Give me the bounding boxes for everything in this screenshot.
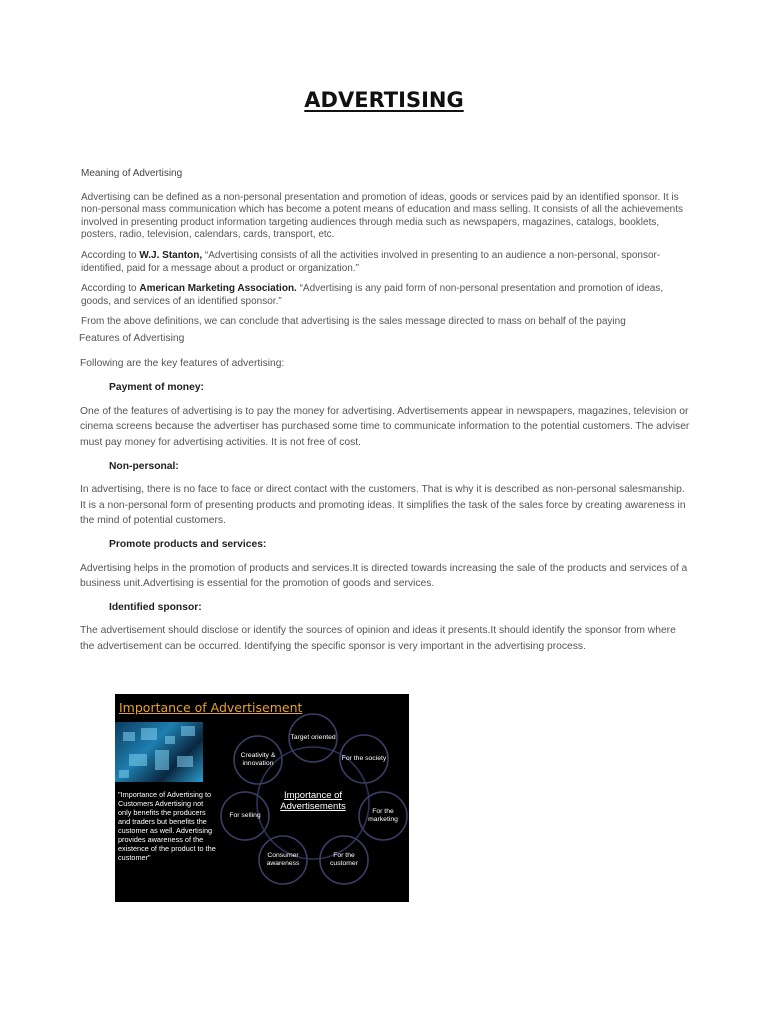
node-creativity-innovation: Creativity & innovation	[240, 752, 276, 767]
feature-body: The advertisement should disclose or identify the sources of opinion and ideas it presents.It should identify the sponsor from where the advertisement can be occurred. Identifying the specific sponsor is very important in the advertising process.	[80, 625, 676, 652]
meaning-section	[81, 168, 687, 330]
feature-title: Identified sponsor:	[109, 601, 202, 613]
feature-title: Promote products and services:	[109, 538, 267, 550]
importance-quote: "Importance of Advertising to Customers Advertising not only benefits the producers and traders but benefits the customer as well. Advertising provides awareness of the existence of the product to the customer"	[118, 790, 216, 862]
features-intro: Following are the key features of advertising:	[80, 357, 285, 369]
feature-body: Advertising helps in the promotion of products and services.It is directed towards increasing the sale of the products and services of a business unit.Advertising is essential for the promotion of goods and services.	[80, 562, 688, 590]
diagram-center-label: Importance of Advertisements	[280, 790, 346, 812]
feature-body: One of the features of advertising is to pay the money for advertising. Advertisements appear in newspapers, magazines, television or cinema screens because the advertiser has purchased some time to communicate information to the potential customers. The adviser must pay money for advertising activities. It is not free of cost.	[80, 405, 690, 448]
node-target-oriented: Target oriented	[290, 734, 336, 741]
node-for-the-society: For the society	[341, 755, 387, 762]
meaning-heading: Meaning of Advertising	[81, 168, 183, 179]
node-for-selling: For selling	[229, 812, 261, 819]
features-heading: Features of Advertising	[79, 333, 185, 344]
ama-definition: According to American Marketing Association. “Advertising is any paid form of non-personal presentation and promotion of ideas, goods, and services of an identified sponsor.”	[81, 283, 664, 307]
features-section	[80, 331, 690, 663]
feature-body: In advertising, there is no face to face or direct contact with the customers. That is why it is described as non-personal salesmanship. It is a non-personal form of presenting products and promoting ideas. It simplifies the task of the sales force by creating awareness in the mind of potential customers.	[80, 484, 686, 527]
node-consumer-awareness: Consumer awareness	[266, 852, 300, 867]
importance-figure	[115, 694, 409, 902]
document-title: ADVERTISING	[304, 88, 464, 112]
figure-title: Importance of Advertisement	[119, 700, 303, 715]
meaning-paragraph-1: Advertising can be defined as a non-personal presentation and promotion of ideas, goods or services paid by an identified sponsor. It is non-personal mass communication which has become a potent means of education and mass selling. It consists of all the achievements involved in presenting product information targeting audiences through media such as newspapers, magazines, catalogs, booklets, posters, radio, television, calendars, cards, transport, etc.	[81, 191, 683, 241]
node-for-the-marketing: For the marketing	[368, 808, 398, 823]
feature-title: Non-personal:	[109, 460, 179, 472]
feature-title: Payment of money:	[109, 382, 204, 394]
stanton-definition: According to W.J. Stanton, “Advertising consists of all the activities involved in presenting to an audience a non-personal, sponsor-identified, paid for a message about a product or organization.”	[81, 249, 661, 274]
conclusion-paragraph-cut: From the above definitions, we can conclude that advertising is the sales message directed to mass on behalf of the paying	[81, 316, 626, 328]
node-for-the-customer: For the customer	[330, 852, 358, 867]
